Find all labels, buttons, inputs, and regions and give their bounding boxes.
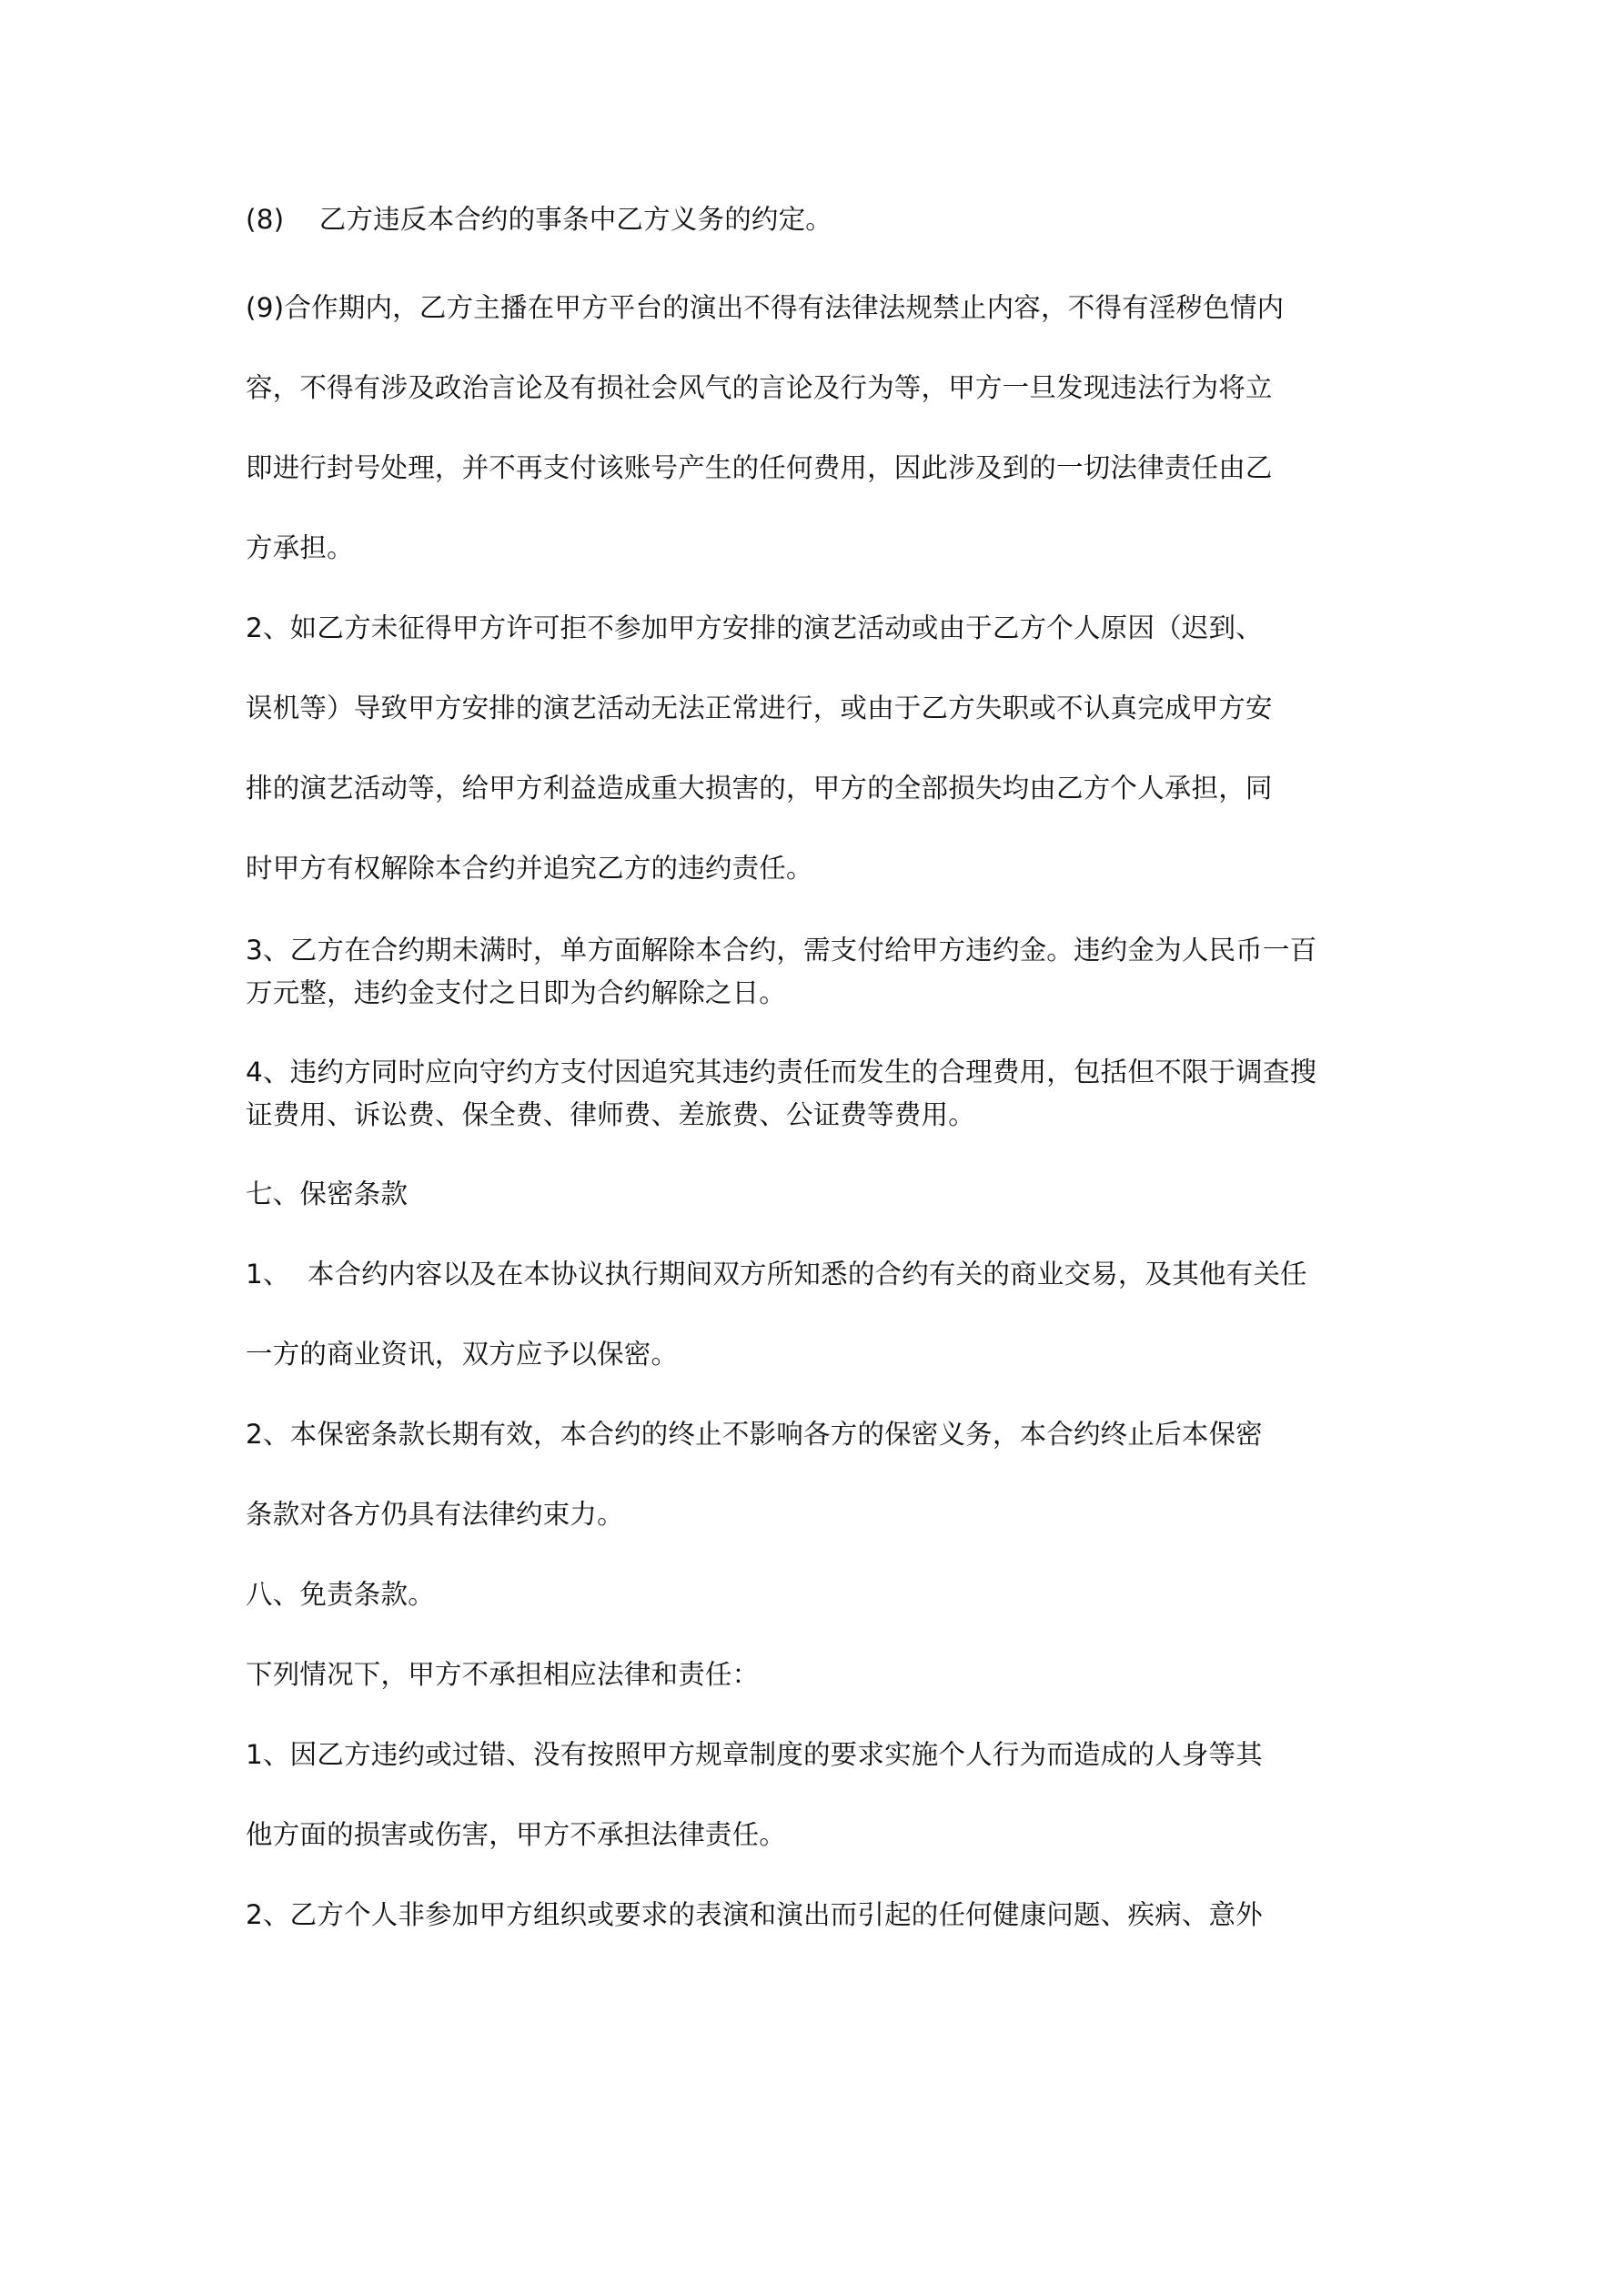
item-4-line-1: 4、违约方同时应向守约方支付因追究其违约责任而发生的合理费用，包括但不限于调查搜 bbox=[246, 1057, 1317, 1087]
clause-9-line-3: 即进行封号处理，并不再支付该账号产生的任何费用，因此涉及到的一切法律责任由乙 bbox=[246, 452, 1273, 483]
section-8-heading: 八、免责条款。 bbox=[246, 1579, 435, 1610]
item-4-line-2: 证费用、诉讼费、保全费、律师费、差旅费、公证费等费用。 bbox=[246, 1099, 975, 1130]
confidentiality-2-line-1: 2、本保密条款长期有效，本合约的终止不影响各方的保密义务，本合约终止后本保密 bbox=[246, 1419, 1263, 1450]
item-3-line-1: 3、乙方在合约期未满时，单方面解除本合约，需支付给甲方违约金。违约金为人民币一百 bbox=[246, 935, 1317, 966]
item-2-line-2: 误机等）导致甲方安排的演艺活动无法正常进行，或由于乙方失职或不认真完成甲方安 bbox=[246, 693, 1273, 723]
exemption-1-line-1: 1、因乙方违约或过错、没有按照甲方规章制度的要求实施个人行为而造成的人身等其 bbox=[246, 1739, 1263, 1770]
clause-8-line: (8) 乙方违反本合约的事条中乙方义务的约定。 bbox=[246, 204, 832, 235]
confidentiality-1-line-1: 1、 本合约内容以及在本协议执行期间双方所知悉的合约有关的商业交易，及其他有关任 bbox=[246, 1259, 1307, 1290]
exemption-2-line-1: 2、乙方个人非参加甲方组织或要求的表演和演出而引起的任何健康问题、疾病、意外 bbox=[246, 1899, 1263, 1930]
section-7-heading: 七、保密条款 bbox=[246, 1178, 409, 1209]
clause-9-line-4: 方承担。 bbox=[246, 532, 354, 563]
confidentiality-2-line-2: 条款对各方仍具有法律约束力。 bbox=[246, 1499, 624, 1530]
item-2-line-3: 排的演艺活动等，给甲方利益造成重大损害的，甲方的全部损失均由乙方个人承担，同 bbox=[246, 773, 1273, 804]
item-3-line-2: 万元整，违约金支付之日即为合约解除之日。 bbox=[246, 977, 787, 1008]
item-2-line-4: 时甲方有权解除本合约并追究乙方的违约责任。 bbox=[246, 853, 813, 884]
confidentiality-1-line-2: 一方的商业资讯，双方应予以保密。 bbox=[246, 1339, 679, 1370]
item-2-line-1: 2、如乙方未征得甲方许可拒不参加甲方安排的演艺活动或由于乙方个人原因（迟到、 bbox=[246, 612, 1263, 643]
clause-9-line-1: (9)合作期内，乙方主播在甲方平台的演出不得有法律法规禁止内容，不得有淫秽色情内 bbox=[246, 292, 1285, 323]
exemption-1-line-2: 他方面的损害或伤害，甲方不承担法律责任。 bbox=[246, 1819, 787, 1850]
clause-9-line-2: 容，不得有涉及政治言论及有损社会风气的言论及行为等，甲方一旦发现违法行为将立 bbox=[246, 372, 1273, 403]
exemption-intro: 下列情况下，甲方不承担相应法律和责任： bbox=[246, 1659, 760, 1690]
